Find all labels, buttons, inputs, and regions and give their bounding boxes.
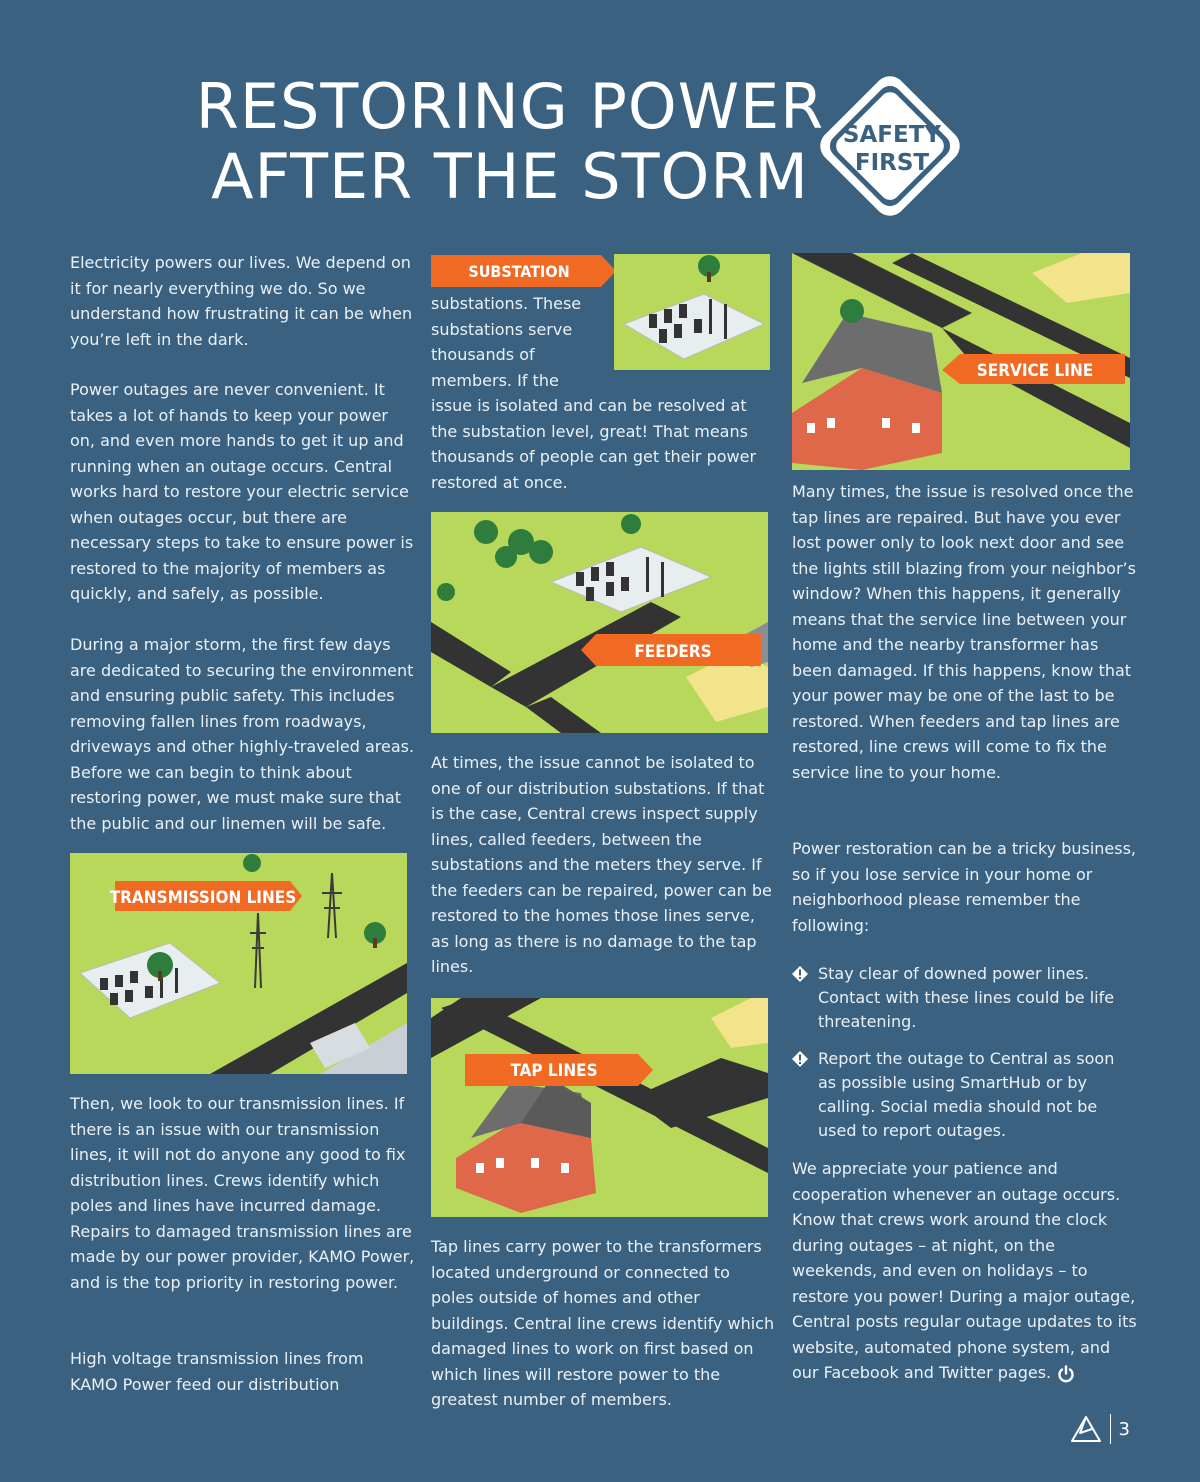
power-icon [1057,1365,1075,1383]
badge-line-1: SAFETY [842,122,942,148]
col2-paragraph-1b: issue is isolated and can be resolved at the substation level, great! That means thousands of people can get their power restored at once. [431,396,757,492]
safety-bullets [792,962,1137,1156]
substation-illustration [614,254,770,370]
warning-diamond-icon [792,966,808,982]
footer-divider [1110,1414,1111,1444]
col2-paragraph-3: Tap lines carry power to the transformers located underground or connected to poles outside of homes and other buildings. Central line crews identify which damaged lines to work on first based on which lines will restore power to the greatest number of members. [431,1237,775,1409]
col1-paragraph-5: High voltage transmission lines from KAMO Power feed our distribution [70,1349,364,1394]
badge-line-2: FIRST [854,150,930,176]
page-number: 3 [1118,1418,1130,1440]
service-line-label: SERVICE LINE [976,361,1094,381]
page-footer [1070,1414,1130,1444]
transmission-lines-illustration [70,853,407,1074]
safety-first-badge [800,56,980,236]
col1-paragraph-3: During a major storm, the first few days are dedicated to securing the environment and ensuring public safety. This includes removing fallen lines from roadways, driveways and other highly-traveled areas. Before we can begin to think about restoring power, we must make sure that the public and our linemen will be safe. [70,635,415,833]
title-line-2: AFTER THE STORM [211,140,809,213]
transmission-label: TRANSMISSION LINES [109,888,297,908]
feeders-illustration [431,512,768,733]
title-line-1: RESTORING POWER [195,70,825,143]
col3-paragraph-1: Many times, the issue is resolved once the tap lines are repaired. But have you ever lost power only to look next door and see the lights still blazing from your neighbor’s window? When this happens, it generally means that the service line between your home and the nearby transformer has been damaged. If this happens, know that your power may be one of the last to be restored. When feeders and tap lines are restored, line crews will come to fix the service line to your home. [792,482,1136,782]
col3-paragraph-2: Power restoration can be a tricky business, so if you lose service in your home or neighborhood please remember the following: [792,839,1137,935]
col1-paragraph-4: Then, we look to our transmission lines. If there is an issue with our transmission lines, it will not do anyone any good to fix distribution lines. Crews identify which poles and lines have incurred damage. Repairs to damaged transmission lines are made by our power provider, KAMO Power, and is the top priority in restoring power. [70,1094,415,1292]
tap-lines-label: TAP LINES [510,1061,598,1081]
logo-icon [1070,1415,1102,1443]
bullet-text-2: Report the outage to Central as soon as possible using SmartHub or by calling. Social media should not be used to report outages. [818,1049,1115,1140]
col1-paragraph-1: Electricity powers our lives. We depend on it for nearly everything we do. So we understand how frustrating it can be when you’re left in the dark. [70,253,413,349]
substation-label: SUBSTATION [468,262,570,281]
col1-paragraph-2: Power outages are never convenient. It takes a lot of hands to keep your power on, and even more hands to get it up and running when an outage occurs. Central works hard to restore your electric service when outages occur, but there are necessary steps to take to ensure power is restored to the majority of members as quickly, and safely, as possible. [70,380,414,603]
bullet-item-2 [792,1047,1137,1143]
tap-lines-illustration [431,998,768,1217]
substation-ribbon [431,255,616,287]
col3-paragraph-3-text: We appreciate your patience and cooperation whenever an outage occurs. Know that crews work around the clock during outages – at night, on the weekends, and even on holidays – to restore you power! During a major outage, Central posts regular outage updates to its website, automated phone system, and our Facebook and Twitter pages. [792,1159,1137,1382]
col3-paragraph-3 [792,1156,1137,1386]
feeders-label: FEEDERS [634,642,712,662]
warning-diamond-icon [792,1051,808,1067]
bullet-text-1: Stay clear of downed power lines. Contact with these lines could be life threatening. [818,964,1115,1031]
bullet-item-1 [792,962,1137,1034]
service-line-illustration [792,253,1130,470]
col2-paragraph-1a: substations. These substations serve thousands of members. If the [431,294,582,390]
page-title [190,72,830,212]
col2-paragraph-2: At times, the issue cannot be isolated to one of our distribution substations. If that is the case, Central crews inspect supply lines, called feeders, between the substations and the meters they serve. If the feeders can be repaired, power can be restored to the homes those lines serve, as long as there is no damage to the tap lines. [431,753,772,976]
